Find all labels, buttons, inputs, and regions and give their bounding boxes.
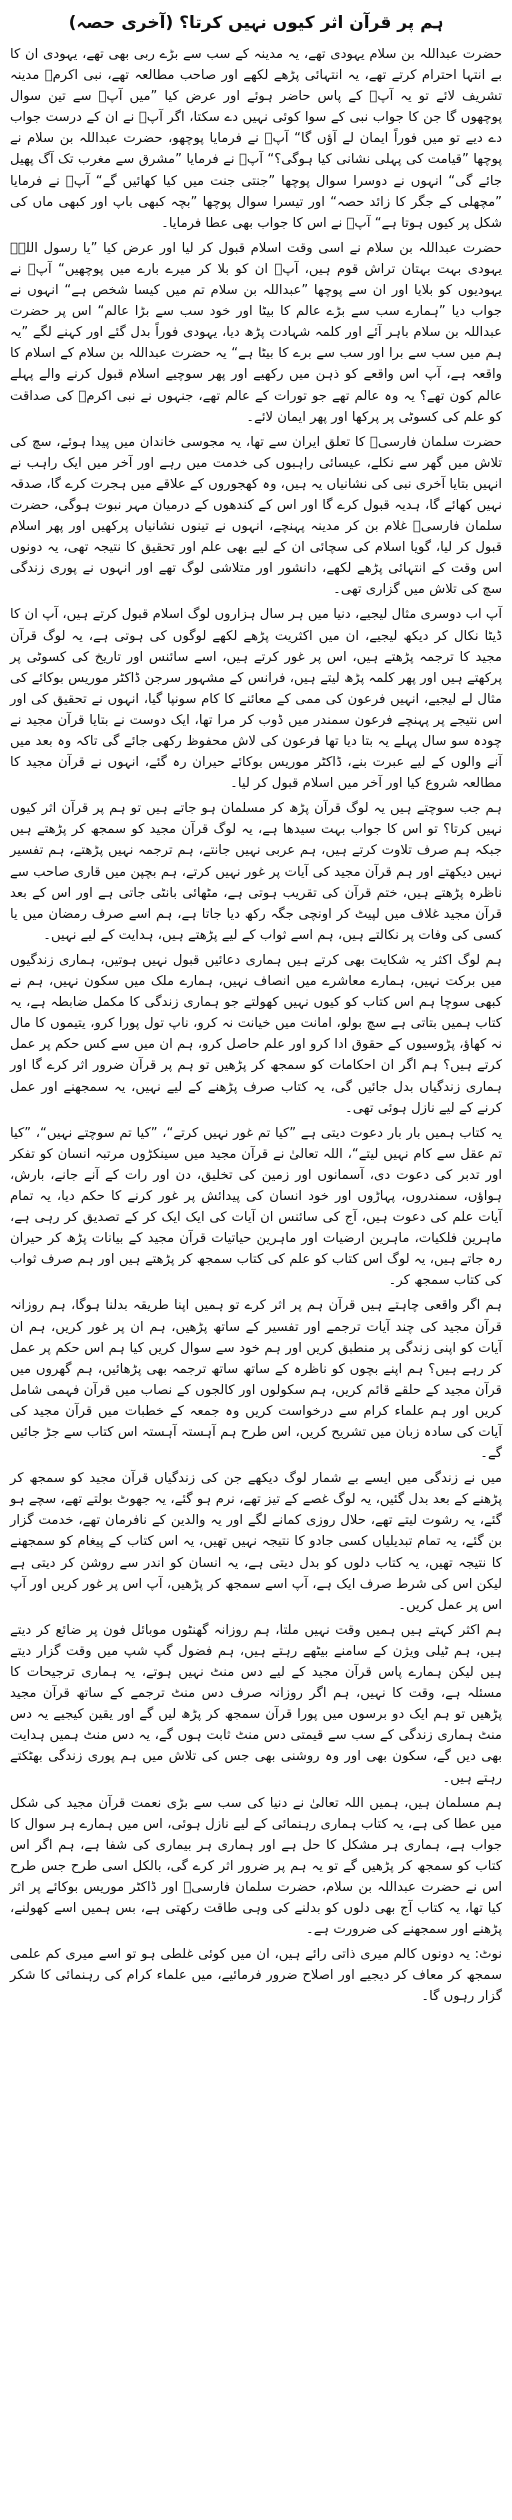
article-paragraph: ہم لوگ اکثر یہ شکایت بھی کرتے ہیں ہماری دعائیں قبول نہیں ہوتیں، ہماری زندگیوں میں برکت نہیں، ہمارے معاشرے میں انصاف نہیں، ہمارے ملک میں سکون نہیں، ہم نے کبھی سوچا ہم اس کتاب کو کیوں نہیں کھولتے جو ہماری زندگی کا مکمل ضابطہ ہے، یہ کتاب ہمیں بتاتی ہے سچ بولو، امانت میں خیانت نہ کرو، ناپ تول پورا کرو، یتیموں کا مال نہ کھاؤ، پڑوسیوں کے حقوق ادا کرو اور علم حاصل کرو، ہم ان میں سے کس حکم پر عمل کرتے ہیں؟ ہم اگر ان احکامات کو سمجھ کر پڑھیں تو ہم پر قرآن ضرور اثر کرے گا اور ہماری زندگیاں بدل جائیں گی، یہ کتاب صرف پڑھنے کے لیے نہیں، یہ سمجھنے اور عمل کرنے کے لیے نازل ہوئی تھی۔ [10, 952, 502, 1116]
article-paragraph: آپ اب دوسری مثال لیجیے، دنیا میں ہر سال ہزاروں لوگ اسلام قبول کرتے ہیں، آپ ان کا ڈیٹا نکال کر دیکھ لیجیے، ان میں اکثریت پڑھے لکھے لوگوں کی ہوتی ہے، یہ لوگ قرآن مجید کا ترجمہ پڑھتے ہیں، اس پر غور کرتے ہیں، اسے سائنس اور تاریخ کی کسوٹی پر پرکھتے ہیں اور پھر کلمہ پڑھ لیتے ہیں، فرانس کے مشہور سرجن ڈاکٹر موریس بوکائے کی مثال لے لیجیے، انہیں فرعون کی ممی کے معائنے کا کام سونپا گیا، انہوں نے تحقیق کی اور اس نتیجے پر پہنچے فرعون سمندر میں ڈوب کر مرا تھا، ایک دوست نے بتایا قرآن مجید نے چودہ سو سال پہلے یہ بتا دیا تھا فرعون کی لاش محفوظ رکھی جائے گی تاکہ وہ بعد میں آنے والوں کے لیے عبرت بنے، ڈاکٹر موریس بوکائے حیران رہ گئے، انہوں نے قرآن مجید کا مطالعہ شروع کیا اور آخر میں اسلام قبول کر لیا۔ [10, 607, 502, 792]
article-paragraph: حضرت عبداللہ بن سلام نے اسی وقت اسلام قبول کر لیا اور عرض کیا ”یا رسول اللہؐ یہودی بہت بہتان تراش قوم ہیں، آپؐ ان کو بلا کر میرے بارے میں پوچھیں“ آپؐ نے یہودیوں کو بلایا اور ان سے پوچھا ”عبداللہ بن سلام تم میں کیسا شخص ہے“ انہوں نے جواب دیا ”ہمارے سب سے بڑے عالم کا بیٹا اور خود سب سے بڑا عالم“ اس پر حضرت عبداللہ بن سلام باہر آئے اور کلمہ شہادت پڑھ دیا، یہودی فوراً بدل گئے اور کہنے لگے ”یہ ہم میں سب سے برا اور سب سے برے کا بیٹا ہے“ یہ حضرت عبداللہ بن سلام کے اسلام کا واقعہ ہے، آپ اس واقعے کو ذہن میں رکھیے اور پھر سوچیے اسلام قبول کرنے والے پہلے عالم کون تھے؟ یہ وہ عالم تھے جو تورات کے عالم تھے، جنہوں نے نبی اکرمؐ کی صداقت کو علم کی کسوٹی پر پرکھا اور پھر ایمان لائے۔ [10, 240, 502, 425]
article-paragraph: ہم اگر واقعی چاہتے ہیں قرآن ہم پر اثر کرے تو ہمیں اپنا طریقہ بدلنا ہوگا، ہم روزانہ قرآن مجید کی چند آیات ترجمے اور تفسیر کے ساتھ پڑھیں، ہم ان پر غور کریں، ہم ان آیات کو اپنی زندگی پر منطبق کریں اور ہم خود سے سوال کریں کیا ہم اس حکم پر عمل کر رہے ہیں؟ ہم اپنے بچوں کو ناظرہ کے ساتھ ساتھ ترجمہ بھی پڑھائیں، ہم گھروں میں قرآن مجید کے حلقے قائم کریں، ہم سکولوں اور کالجوں کے نصاب میں قرآن فہمی شامل کریں اور ہم علماء کرام سے درخواست کریں وہ جمعہ کے خطبات میں قرآن مجید کی آیات کی سادہ زبان میں تشریح کریں، اس طرح ہم آہستہ آہستہ اس کتاب سے جڑ جائیں گے۔ [10, 1298, 502, 1462]
article-paragraph: یہ کتاب ہمیں بار بار دعوت دیتی ہے ”کیا تم غور نہیں کرتے“، ”کیا تم سوچتے نہیں“، ”کیا تم عقل سے کام نہیں لیتے“، اللہ تعالیٰ نے قرآن مجید میں سینکڑوں مرتبہ انسان کو تفکر اور تدبر کی دعوت دی، آسمانوں اور زمین کی تخلیق، دن اور رات کے آنے جانے، بارش، ہواؤں، سمندروں، پہاڑوں اور خود انسان کی پیدائش پر غور کرنے کا حکم دیا، یہ تمام آیات علم کی دعوت ہیں، آج کی سائنس ان آیات کی ایک ایک کر کے تصدیق کر رہی ہے، ماہرین فلکیات، ماہرین ارضیات اور ماہرین حیاتیات قرآن مجید کے بیانات پڑھ کر حیران رہ جاتے ہیں، یہ لوگ اس کتاب کو علم کی کتاب سمجھ کر پڑھتے ہیں اور ہم صرف ثواب کی کتاب سمجھ کر۔ [10, 1125, 502, 1289]
article-note: نوٹ: یہ دونوں کالم میری ذاتی رائے ہیں، ان میں کوئی غلطی ہو تو اسے میری کم علمی سمجھ کر معاف کر دیجیے اور اصلاح ضرور فرمائیے، میں علماء کرام کی رہنمائی کا شکر گزار رہوں گا۔ [10, 1947, 502, 2005]
article-paragraph: ہم اکثر کہتے ہیں ہمیں وقت نہیں ملتا، ہم روزانہ گھنٹوں موبائل فون پر ضائع کر دیتے ہیں، ہم ٹیلی ویژن کے سامنے بیٹھے رہتے ہیں، ہم فضول گپ شپ میں وقت گزار دیتے ہیں لیکن ہمارے پاس قرآن مجید کے لیے دس منٹ نہیں ہوتے، یہ ہماری ترجیحات کا مسئلہ ہے، وقت کا نہیں، ہم اگر روزانہ صرف دس منٹ ترجمے کے ساتھ قرآن مجید پڑھیں تو ہم ایک دو برسوں میں پورا قرآن سمجھ کر پڑھ لیں گے اور یقین کیجیے یہ دس منٹ ہماری زندگی کے سب سے قیمتی دس منٹ ثابت ہوں گے، یہ دس منٹ ہمیں ہدایت بھی دیں گے، سکون بھی اور وہ روشنی بھی جس کی تلاش میں ہم پوری زندگی بھٹکتے رہتے ہیں۔ [10, 1622, 502, 1786]
article-paragraph: ہم مسلمان ہیں، ہمیں اللہ تعالیٰ نے دنیا کی سب سے بڑی نعمت قرآن مجید کی شکل میں عطا کی ہے، یہ کتاب ہماری رہنمائی کے لیے نازل ہوئی، اس میں ہمارے ہر سوال کا جواب ہے، ہماری ہر مشکل کا حل ہے اور ہماری ہر بیماری کی شفا ہے، ہم اگر اس کتاب کو سمجھ کر پڑھیں گے تو یہ ہم پر ضرور اثر کرے گی، بالکل اسی طرح جس طرح اس نے حضرت عبداللہ بن سلام، حضرت سلمان فارسیؓ اور ڈاکٹر موریس بوکائے پر اثر کیا تھا، یہ کتاب آج بھی دلوں کو بدلنے کی وہی طاقت رکھتی ہے، بس ہمیں اسے کھولنے، پڑھنے اور سمجھنے کی ضرورت ہے۔ [10, 1795, 502, 1938]
article-paragraph: میں نے زندگی میں ایسے بے شمار لوگ دیکھے جن کی زندگیاں قرآن مجید کو سمجھ کر پڑھنے کے بعد بدل گئیں، یہ لوگ غصے کے تیز تھے، نرم ہو گئے، یہ جھوٹ بولتے تھے، سچے ہو گئے، یہ رشوت لیتے تھے، حلال روزی کمانے لگے اور یہ والدین کے نافرمان تھے، خدمت گزار بن گئے، یہ تمام تبدیلیاں کسی جادو کا نتیجہ نہیں تھیں، یہ اس کتاب کے پیغام کو سمجھنے کا نتیجہ تھیں، یہ کتاب دلوں کو بدل دیتی ہے، یہ انسان کو اندر سے روشن کر دیتی ہے لیکن اس کی شرط صرف ایک ہے، آپ اسے سمجھ کر پڑھیں، آپ اس پر غور کریں اور آپ اس پر عمل کریں۔ [10, 1471, 502, 1613]
article-title: ہم پر قرآن اثر کیوں نہیں کرتا؟ (آخری حصہ) [68, 13, 444, 33]
article-paragraph: حضرت عبداللہ بن سلام یہودی تھے، یہ مدینہ کے سب سے بڑے ربی بھی تھے، یہودی ان کا بے انتہا احترام کرتے تھے، یہ انتہائی پڑھے لکھے اور صاحب مطالعہ تھے، نبی اکرمؐ مدینہ تشریف لائے تو یہ آپؐ کے پاس حاضر ہوئے اور عرض کیا ”میں آپؐ سے تین سوال پوچھوں گا جن کا جواب نبی کے سوا کوئی نہیں دے سکتا، اگر آپؐ نے ان کے درست جواب دے دیے تو میں فوراً ایمان لے آؤں گا“ آپؐ نے فرمایا پوچھو، حضرت عبداللہ بن سلام نے پوچھا ”قیامت کی پہلی نشانی کیا ہوگی؟“ آپؐ نے فرمایا ”مشرق سے مغرب تک آگ پھیل جائے گی“ انہوں نے دوسرا سوال پوچھا ”جنتی جنت میں کیا کھائیں گے“ آپؐ نے فرمایا ”مچھلی کے جگر کا زائد حصہ“ اور تیسرا سوال پوچھا ”بچہ کبھی باپ اور کبھی ماں کی شکل پر کیوں ہوتا ہے“ آپؐ نے اس کا جواب بھی عطا فرمایا۔ [10, 47, 502, 231]
article-paragraph: حضرت سلمان فارسیؓ کا تعلق ایران سے تھا، یہ مجوسی خاندان میں پیدا ہوئے، سچ کی تلاش میں گھر سے نکلے، عیسائی راہبوں کی خدمت میں رہے اور آخر میں ایک راہب نے انہیں بتایا آخری نبی کی نشانیاں یہ ہیں، وہ کھجوروں کے علاقے میں ہجرت کرے گا، صدقہ نہیں کھائے گا، ہدیہ قبول کرے گا اور اس کے کندھوں کے درمیان مہر نبوت ہوگی، حضرت سلمان فارسیؓ غلام بن کر مدینہ پہنچے، انہوں نے تینوں نشانیاں پرکھیں اور پھر اسلام قبول کر لیا، گویا اسلام کی سچائی ان کے لیے بھی علم اور تحقیق کا نتیجہ تھی، یہ دونوں اس وقت کے انتہائی پڑھے لکھے، دانشور اور متلاشی لوگ تھے اور انہوں نے پوری زندگی سچ کی تلاش میں گزاری تھی۔ [9, 434, 502, 598]
article-paragraph: ہم جب سوچتے ہیں یہ لوگ قرآن پڑھ کر مسلمان ہو جاتے ہیں تو ہم پر قرآن اثر کیوں نہیں کرتا؟ تو اس کا جواب بہت سیدھا ہے، یہ لوگ قرآن مجید کو سمجھ کر پڑھتے ہیں جبکہ ہم صرف تلاوت کرتے ہیں، ہم عربی نہیں جانتے، ہم ترجمہ نہیں پڑھتے، ہم تفسیر نہیں دیکھتے اور ہم قرآن مجید کی آیات پر غور نہیں کرتے، ہم بچپن میں قاری صاحب سے ناظرہ پڑھتے ہیں، ختم قرآن کی تقریب ہوتی ہے، مٹھائی بانٹی جاتی ہے اور اس کے بعد قرآن مجید غلاف میں لپیٹ کر اونچی جگہ رکھ دیا جاتا ہے، ہم اسے صرف رمضان میں یا کسی کی وفات پر نکالتے ہیں، ہم اسے ثواب کے لیے پڑھتے ہیں، ہدایت کے لیے نہیں۔ [10, 801, 502, 943]
